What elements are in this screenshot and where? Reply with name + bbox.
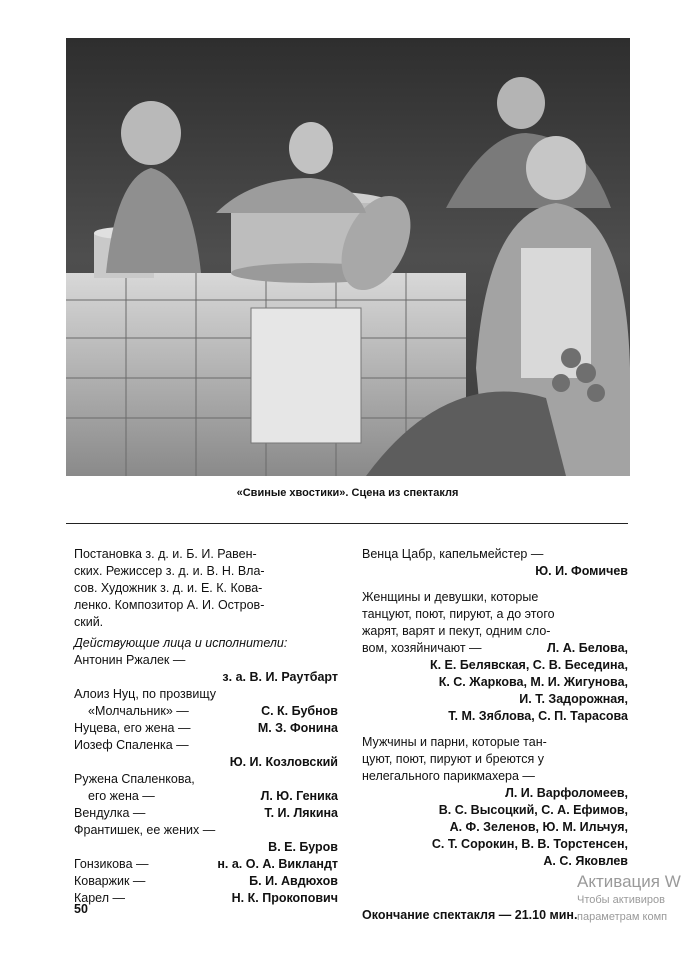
role-name: Ружена Спаленкова, [74,772,195,786]
role-name: Венца Цабр, капельмейстер — [362,547,544,561]
men-group-description [362,734,628,785]
description-line: Женщины и девушки, которые [362,590,539,604]
role-name: Вендулка — [74,806,146,820]
credit-line: ский. [74,615,104,629]
actor-name: С. К. Бубнов [261,704,338,718]
description-line: танцуют, поют, пируют, а до этого [362,607,555,621]
actor-name: Т. И. Лякина [264,806,338,820]
scene-photo [66,38,630,476]
actor-name: В. С. Высоцкий, С. А. Ефимов, [438,803,628,817]
actor-name: Л. И. Варфоломеев, [505,786,628,800]
credit-line: сов. Художник з. д. и. Е. К. Кова- [74,581,263,595]
actor-name: Т. М. Зяблова, С. П. Тарасова [448,709,628,723]
role-name: Гонзикова — [74,857,149,871]
page-number: 50 [74,902,88,916]
men-actors [362,785,628,870]
actor-name: А. Ф. Зеленов, Ю. М. Ильчуя, [449,820,628,834]
role-name: Карел — [74,891,125,905]
cast-entry [74,720,338,737]
left-column [74,546,338,907]
description-line: Мужчины и парни, которые тан- [362,735,547,749]
role-name: его жена — [88,789,155,803]
cast-entry [74,771,338,805]
right-column [362,546,628,870]
actor-name: Ю. И. Козловский [229,755,338,769]
credit-line: ленко. Композитор А. И. Остров- [74,598,265,612]
actor-name: В. Е. Буров [268,840,338,854]
description-line: вом, хозяйничают — [362,641,482,655]
production-credits [74,546,338,631]
cast-entry [74,652,338,686]
actor-name: К. С. Жаркова, М. И. Жигунова, [438,675,628,689]
role-name: Антонин Ржалек — [74,653,186,667]
role-name: Коваржик — [74,874,146,888]
cast-heading: Действующие лица и исполнители: [74,636,288,650]
actor-name: С. Т. Сорокин, В. В. Торстенсен, [431,837,628,851]
photo-caption: «Свиные хвостики». Сцена из спектакля [236,487,459,499]
actor-name: Л. Ю. Геника [260,789,338,803]
actor-name: н. а. О. А. Викландт [217,857,338,871]
watermark-title: Активация W [577,872,681,891]
scene-photo-illustration [66,38,630,476]
credit-line: ских. Режиссер з. д. и. В. Н. Вла- [74,564,265,578]
role-name: Алоиз Нуц, по прозвищу [74,687,217,701]
women-group-description [362,589,628,657]
actor-name: К. Е. Белявская, С. В. Беседина, [429,658,628,672]
actor-name: М. З. Фонина [257,721,338,735]
watermark-line: Чтобы активиров [577,894,665,906]
credit-line: Постановка з. д. и. Б. И. Равен- [74,547,257,561]
performance-ending-time: Окончание спектакля — 21.10 мин. [362,908,578,922]
cast-entry [74,737,338,771]
actor-name: Б. И. Авдюхов [249,874,338,888]
horizontal-divider [66,523,628,524]
actor-name: И. Т. Задорожная, [519,692,628,706]
cast-entry [74,805,338,822]
role-name: Франтишек, ее жених — [74,823,216,837]
description-line: нелегального парикмахера — [362,769,535,783]
watermark-line: параметрам комп [577,911,668,923]
cast-entry [362,546,628,580]
cast-entry [74,856,338,873]
actor-name: Н. К. Прокопович [231,891,338,905]
activation-watermark [577,872,695,926]
cast-entry [74,822,338,856]
cast-entry [74,686,338,720]
role-name: Нуцева, его жена — [74,721,191,735]
women-actors [362,657,628,725]
actor-name: з. а. В. И. Раутбарт [222,670,338,684]
role-name: Иозеф Спаленка — [74,738,189,752]
actor-name: Ю. И. Фомичев [535,564,628,578]
cast-entry [74,890,338,907]
description-line: жарят, варят и пекут, одним сло- [362,624,551,638]
actor-name: Л. А. Белова, [547,641,628,655]
role-name: «Молчальник» — [88,704,189,718]
cast-entry [74,873,338,890]
description-line: цуют, поют, пируют и бреются у [362,752,544,766]
actor-name: А. С. Яковлев [543,854,628,868]
